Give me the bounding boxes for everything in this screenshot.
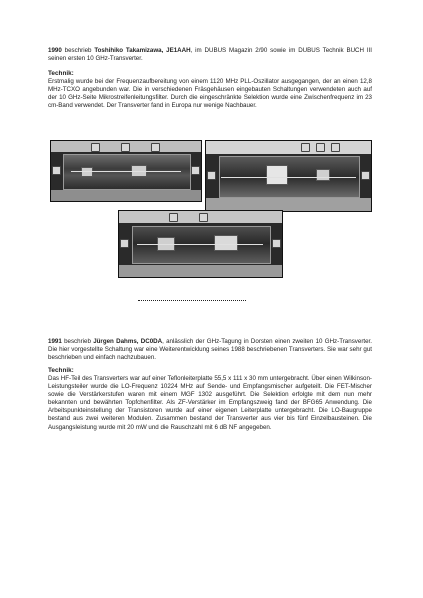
intro-1991 — [48, 338, 372, 362]
technik-1991-heading: Technik: — [48, 367, 74, 374]
technik-1990-heading: Technik: — [48, 70, 74, 77]
author-1990: Toshihiko Takamizawa, JE1AAH — [94, 47, 191, 54]
intro-1990 — [48, 47, 372, 63]
transverter-photo-2 — [205, 140, 372, 212]
section-separator — [138, 300, 246, 301]
technik-1991 — [48, 367, 372, 432]
transverter-photo-3 — [118, 210, 283, 278]
technik-1990-body: Erstmalig wurde bei der Frequenzaufbereitung von einem 1120 MHz PLL-Oszillator ausgegangen, der an einen 12,8 MHz-TCXO angebunden war. Die in verschiedenen Fräsgehäusen eingebauten Schaltungen verwendeten auch auf der 10 GHz-Seite Mikrostreifenleitungsfilter. Durch die eingeschränkte Selektion wurde eine Zwischenfrequenz im 23 cm-Band verwendet. Der Transverter fand in Europa nur wenige Nachbauer. — [48, 78, 372, 110]
technik-1991-body: Das HF-Teil des Transverters war auf einer Teflonleiterplatte 55,5 x 111 x 30 mm untergebracht. Über einen Wilkinson-Leistungsteiler wurde die LO-Frequenz 10224 MHz auf Sende- und Empfangsmischer aufgeteilt. Die FET-Mischer sowie die Verstärkerstufen waren mit einem MGF 1302 ausgeführt. Die Selektion erfolgte mit dem nun mehr bekannten und bewährten Topfchenfilter. Als ZF-Verstärker im Empfangszweig fand der BFG65 Anwendung. Die Arbeitspunkteinstellung der Transistoren wurde auf einer eigenen Leiterplatte untergebracht. Die LO-Baugruppe bestand aus zwei weiteren Modulen. Zusammen bestand der Transverter aus vier bis fünf Einzelbausteinen. Die Ausgangsleistung wurde mit 20 mW und die Rauschzahl mit 6 dB NF angegeben. — [48, 375, 372, 431]
technik-1990 — [48, 70, 372, 110]
intro-1990-text — [48, 47, 372, 63]
year-1990: 1990 — [48, 47, 62, 54]
intro-1990-pre: beschrieb — [64, 47, 92, 54]
transverter-photo-1 — [50, 140, 202, 202]
author-1991: Jürgen Dahms, DC0DA — [93, 338, 163, 345]
year-1991: 1991 — [48, 338, 62, 345]
intro-1991-text — [48, 338, 372, 362]
intro-1991-post: , anlässlich der GHz-Tagung in Dorsten einen zweiten 10 GHz-Transverter. Die hier vorgestellte Schaltung war eine Weiterentwicklung seines 1988 beschriebenen Transverters. Sie war sehr gut beschrieben und einfach nachzubauen. — [48, 338, 372, 362]
intro-1990-post: , im DUBUS Magazin 2/90 sowie im DUBUS Technik BUCH III seinen ersten 10 GHz-Transverter. — [48, 47, 372, 63]
intro-1991-pre: beschrieb — [64, 338, 91, 345]
